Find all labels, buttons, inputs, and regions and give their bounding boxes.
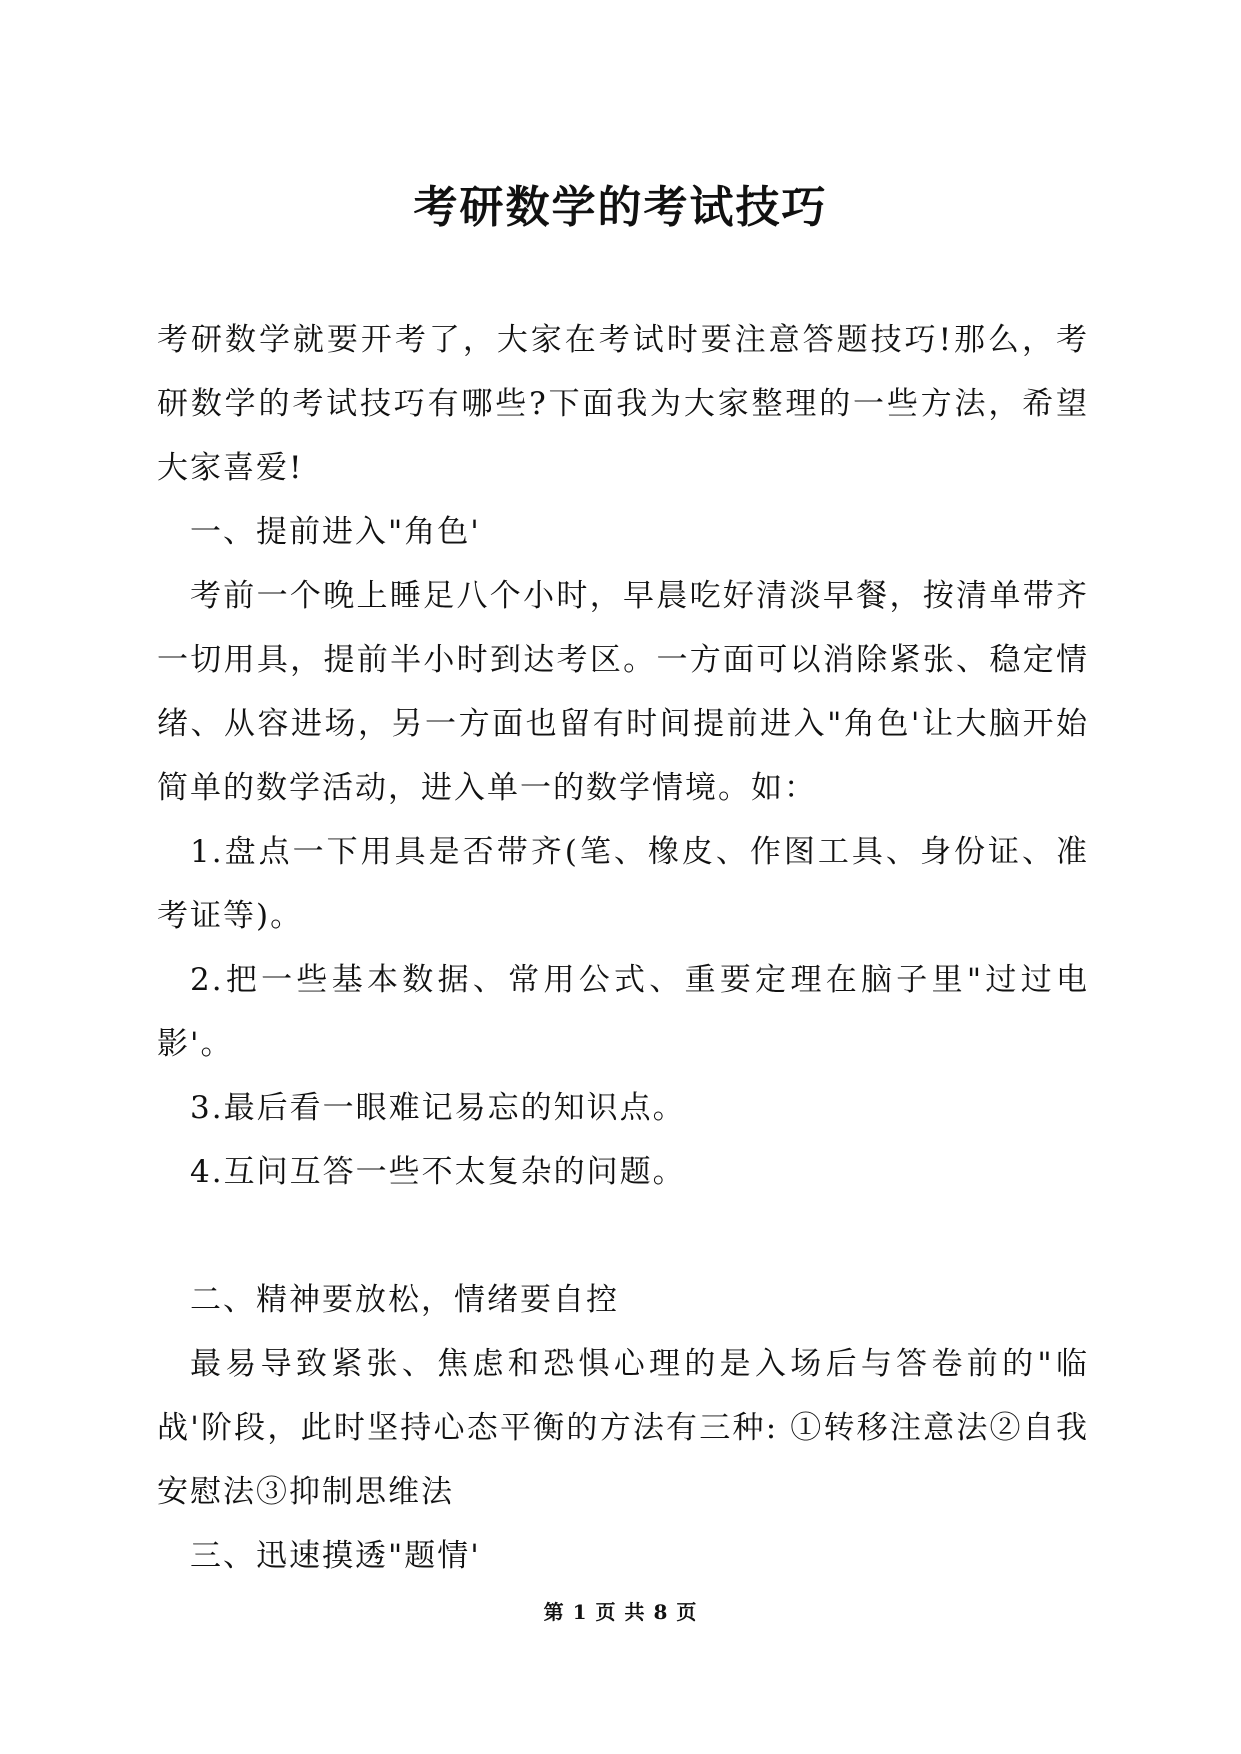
list-item: 3.最后看一眼难记易忘的知识点。 bbox=[190, 1090, 686, 1126]
document-title: 考研数学的考试技巧 bbox=[413, 182, 828, 233]
section-heading-3: 三、迅速摸透"题情' bbox=[190, 1538, 481, 1574]
intro-paragraph: 考研数学就要开考了，大家在考试时要注意答题技巧!那么，考研数学的考试技巧有哪些?下面我为大家整理的一些方法，希望大家喜爱! bbox=[157, 322, 1089, 486]
list-item: 2.把一些基本数据、常用公式、重要定理在脑子里"过过电影'。 bbox=[157, 962, 1089, 1062]
page-number-footer: 第 1 页 共 8 页 bbox=[543, 1600, 698, 1624]
section-heading-2: 二、精神要放松，情绪要自控 bbox=[190, 1282, 619, 1318]
blank-line bbox=[157, 1204, 1089, 1268]
body-paragraph: 最易导致紧张、焦虑和恐惧心理的是入场后与答卷前的"临战'阶段，此时坚持心态平衡的方法有三种: ①转移注意法②自我安慰法③抑制思维法 bbox=[157, 1346, 1089, 1510]
section-heading-1: 一、提前进入"角色' bbox=[190, 514, 481, 550]
body-paragraph: 考前一个晚上睡足八个小时，早晨吃好清淡早餐，按清单带齐一切用具，提前半小时到达考区。一方面可以消除紧张、稳定情绪、从容进场，另一方面也留有时间提前进入"角色'让大脑开始简单的数学活动，进入单一的数学情境。如： bbox=[157, 578, 1089, 806]
list-item: 1.盘点一下用具是否带齐(笔、橡皮、作图工具、身份证、准考证等)。 bbox=[157, 834, 1089, 934]
list-item: 4.互问互答一些不太复杂的问题。 bbox=[190, 1154, 686, 1190]
document-body bbox=[157, 308, 1089, 1588]
